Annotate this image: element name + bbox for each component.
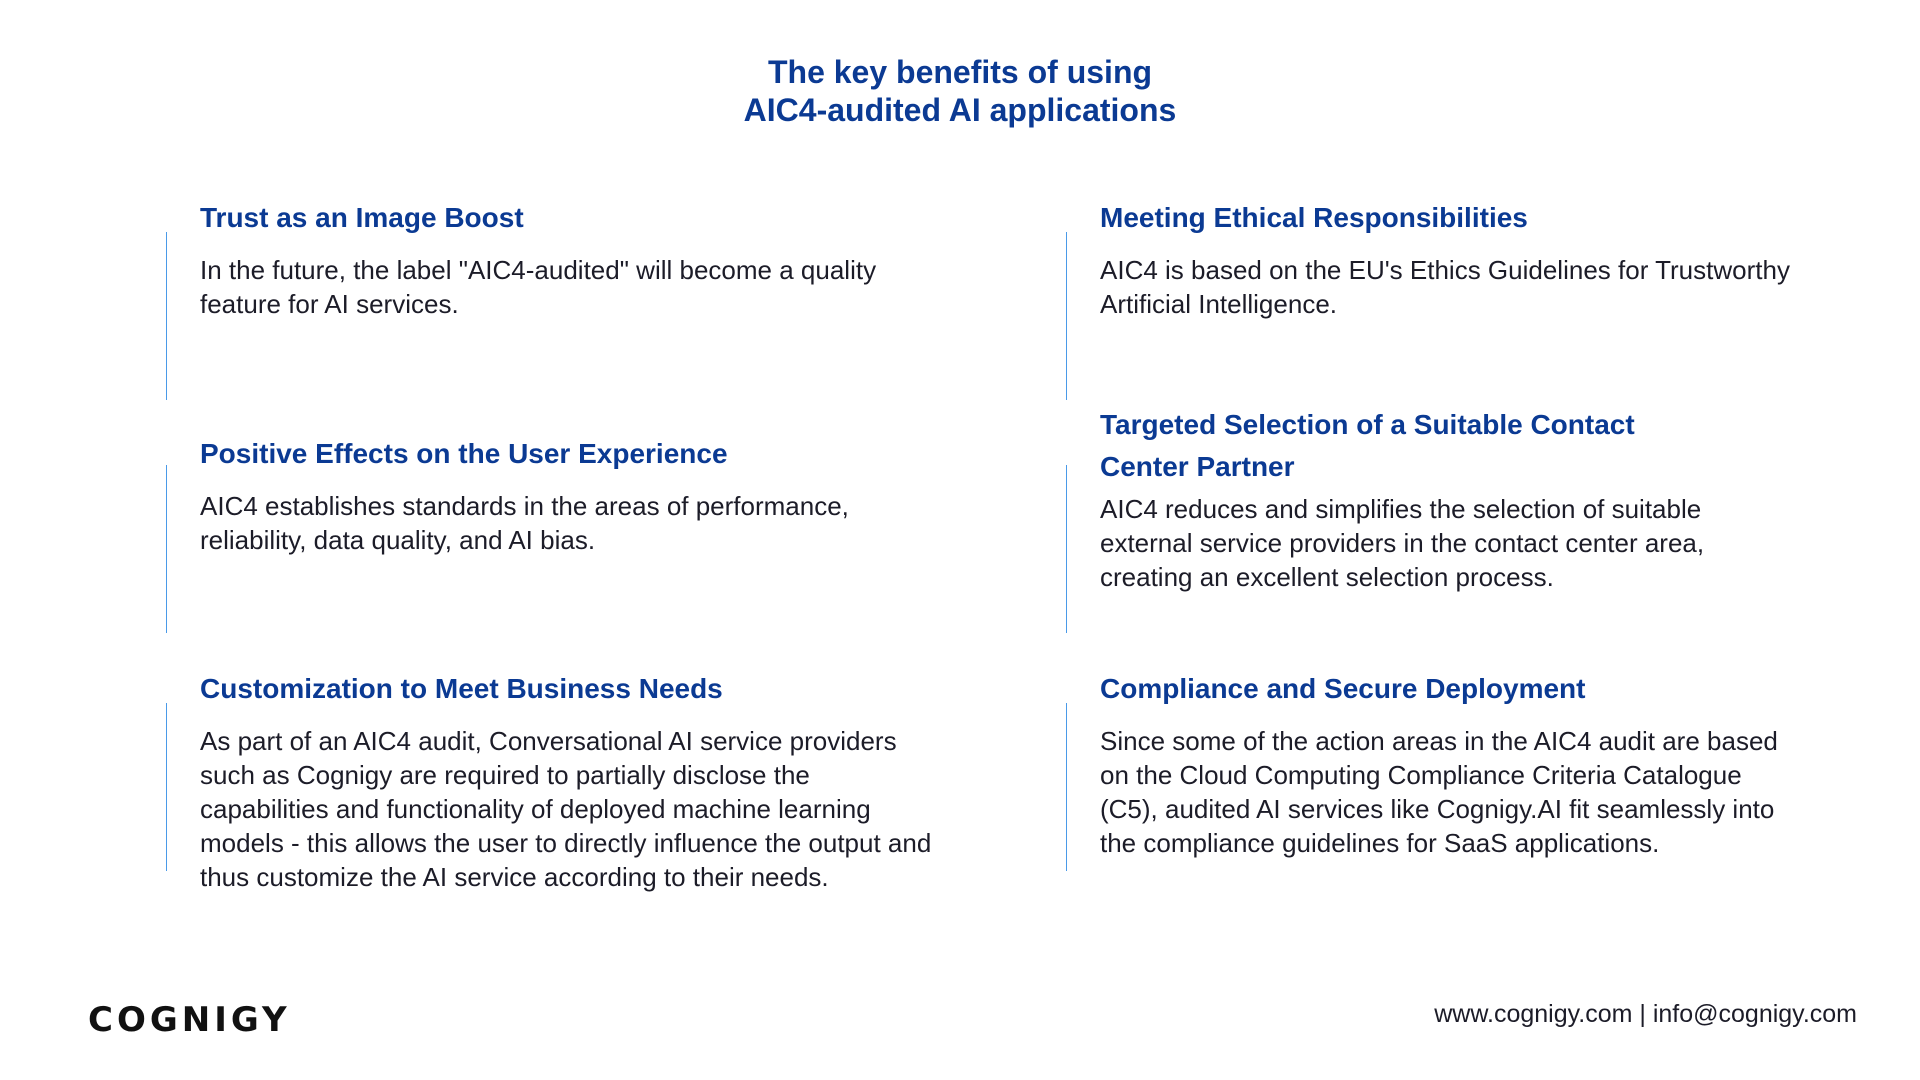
benefit-heading: Compliance and Secure Deployment <box>1100 673 1586 704</box>
benefit-customization <box>200 668 940 894</box>
accent-divider <box>1066 465 1067 633</box>
benefit-text: In the future, the label "AIC4-audited" will become a quality feature for AI services. <box>200 255 877 319</box>
benefit-heading: Positive Effects on the User Experience <box>200 438 728 469</box>
benefit-heading: Customization to Meet Business Needs <box>200 673 723 704</box>
accent-divider <box>166 703 167 871</box>
page-title <box>0 53 1920 129</box>
benefit-text: AIC4 is based on the EU's Ethics Guidelines for Trustworthy Artificial Intelligence. <box>1100 255 1790 319</box>
accent-divider <box>166 232 167 400</box>
benefit-heading: Meeting Ethical Responsibilities <box>1100 202 1528 233</box>
benefit-text: AIC4 reduces and simplifies the selection of suitable external service providers in the contact center area, creating an excellent selection process. <box>1100 494 1705 592</box>
accent-divider <box>1066 703 1067 871</box>
benefit-heading: Targeted Selection of a Suitable Contact Center Partner <box>1100 409 1635 482</box>
footer-contact: www.cognigy.com | info@cognigy.com <box>1434 1000 1857 1028</box>
benefit-contact-center-partner <box>1100 404 1705 594</box>
benefit-trust-image-boost <box>200 197 940 321</box>
cognigy-logo: COGNIGY <box>88 1000 291 1040</box>
benefit-text: AIC4 establishes standards in the areas of performance, reliability, data quality, and AI bias. <box>200 491 849 555</box>
accent-divider <box>166 465 167 633</box>
page-title-line-1: The key benefits of using <box>767 54 1153 90</box>
benefit-text: As part of an AIC4 audit, Conversational AI service providers such as Cognigy are required to partially disclose the capabilities and functionality of deployed machine learning models - this allows the user to directly influence the output and thus customize the AI service according to their needs. <box>200 726 932 892</box>
accent-divider <box>1066 232 1067 400</box>
benefit-user-experience <box>200 433 940 557</box>
benefit-heading: Trust as an Image Boost <box>200 202 524 233</box>
benefit-compliance-deployment <box>1100 668 1800 860</box>
benefit-text: Since some of the action areas in the AIC4 audit are based on the Cloud Computing Compliance Criteria Catalogue (C5), audited AI services like Cognigy.AI fit seamlessly into the compliance guidelines for SaaS applications. <box>1100 726 1778 858</box>
benefit-ethical-responsibilities <box>1100 197 1800 321</box>
page-title-line-2: AIC4-audited AI applications <box>743 92 1177 128</box>
